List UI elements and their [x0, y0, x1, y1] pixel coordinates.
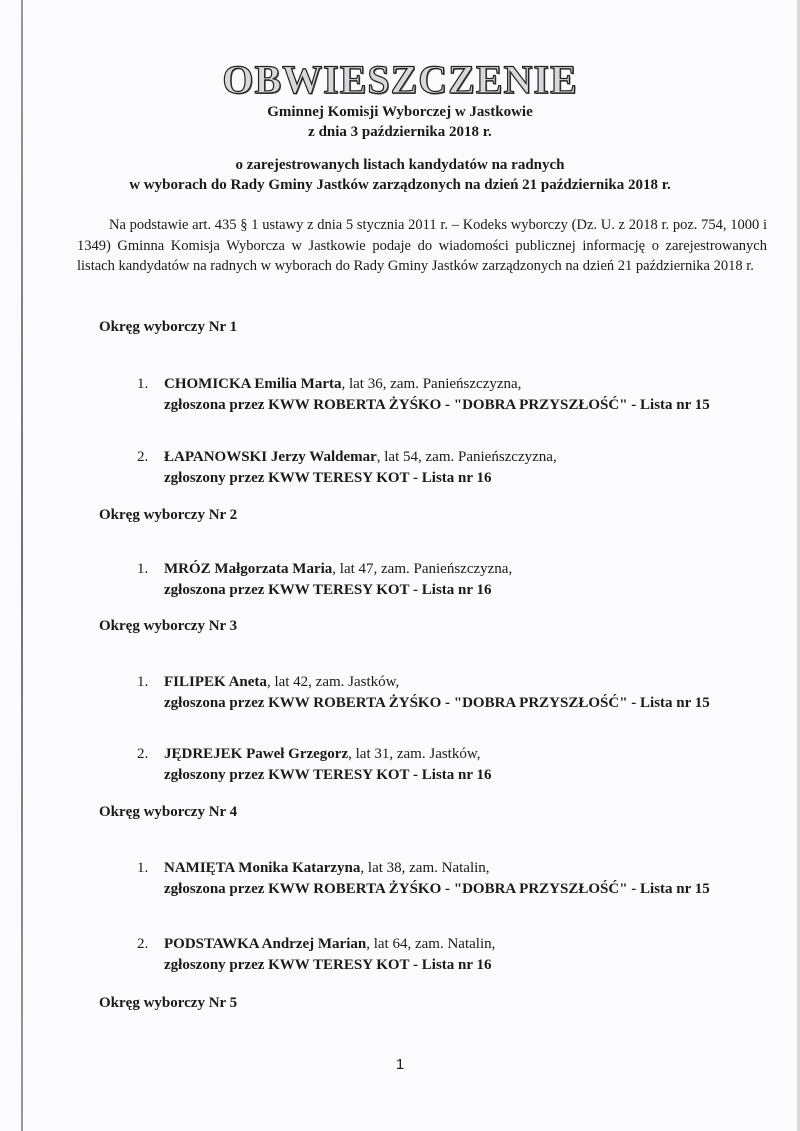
candidate-list: zgłoszony przez KWW TERESY KOT - Lista nr 16	[164, 767, 492, 783]
body-paragraph: Na podstawie art. 435 § 1 ustawy z dnia 5 stycznia 2011 r. – Kodeks wyborczy (Dz. U. z 2018 r. poz. 754, 1000 i 1349) Gminna Komisja Wyborcza w Jastkowie podaje do wiadomości publicznej informację o zarejestrowanych listach kandydatów na radnych w wyborach do Rady Gminy Jastków zarządzonych na dzień 21 października 2018 r.	[77, 217, 767, 274]
candidate-list: zgłoszony przez KWW TERESY KOT - Lista nr 16	[164, 957, 492, 973]
candidate-name: MRÓZ Małgorzata Maria	[164, 561, 333, 577]
candidate-list: zgłoszona przez KWW ROBERTA ŻYŚKO - "DOBRA PRZYSZŁOŚĆ" - Lista nr 15	[164, 881, 710, 897]
candidate-list: zgłoszona przez KWW TERESY KOT - Lista nr 16	[164, 582, 492, 598]
page-number: 1	[395, 1056, 405, 1073]
district-heading: Okręg wyborczy Nr 3	[99, 618, 238, 634]
district-heading: Okręg wyborczy Nr 2	[99, 507, 238, 523]
subject-line-2: w wyborach do Rady Gminy Jastków zarządzonych na dzień 21 października 2018 r.	[129, 177, 671, 193]
candidate-name: ŁAPANOWSKI Jerzy Waldemar	[164, 449, 377, 465]
subject-line-1: o zarejestrowanych listach kandydatów na radnych	[235, 157, 565, 173]
candidate-list: zgłoszony przez KWW TERESY KOT - Lista nr 16	[164, 470, 492, 486]
candidate-details: , lat 64, zam. Natalin,	[366, 936, 496, 952]
district-heading: Okręg wyborczy Nr 5	[99, 995, 238, 1011]
document-header	[0, 58, 800, 142]
candidate-details: , lat 31, zam. Jastków,	[348, 746, 481, 762]
candidate-details: , lat 54, zam. Panieńszczyzna,	[376, 449, 557, 465]
candidate-details: , lat 42, zam. Jastków,	[266, 674, 400, 690]
candidate-number: 1.	[137, 376, 149, 392]
candidate-list: zgłoszona przez KWW ROBERTA ŻYŚKO - "DOBRA PRZYSZŁOŚĆ" - Lista nr 15	[164, 397, 710, 413]
document-subject	[0, 155, 800, 195]
candidate-name: FILIPEK Aneta	[164, 674, 267, 690]
candidate-name: JĘDREJEK Paweł Grzegorz	[164, 746, 349, 762]
candidate-details: , lat 38, zam. Natalin,	[360, 860, 490, 876]
candidate-name: PODSTAWKA Andrzej Marian	[164, 936, 367, 952]
candidate-list: zgłoszona przez KWW ROBERTA ŻYŚKO - "DOBRA PRZYSZŁOŚĆ" - Lista nr 15	[164, 695, 710, 711]
candidate-number: 2.	[137, 449, 149, 465]
candidate-number: 1.	[137, 561, 149, 577]
candidate-details: , lat 47, zam. Panieńszczyzna,	[332, 561, 513, 577]
candidate-number: 2.	[137, 746, 149, 762]
candidate-number: 1.	[137, 674, 149, 690]
candidate-number: 2.	[137, 936, 149, 952]
district-heading: Okręg wyborczy Nr 4	[99, 804, 238, 820]
candidate-details: , lat 36, zam. Panieńszczyzna,	[341, 376, 522, 392]
candidate-number: 1.	[137, 860, 149, 876]
date-line: z dnia 3 października 2018 r.	[308, 124, 492, 140]
candidate-name: CHOMICKA Emilia Marta	[164, 376, 342, 392]
issuer-line: Gminnej Komisji Wyborczej w Jastkowie	[267, 104, 533, 120]
document-title: OBWIESZCZENIE	[222, 57, 578, 102]
district-heading: Okręg wyborczy Nr 1	[99, 319, 238, 335]
candidate-name: NAMIĘTA Monika Katarzyna	[164, 860, 361, 876]
